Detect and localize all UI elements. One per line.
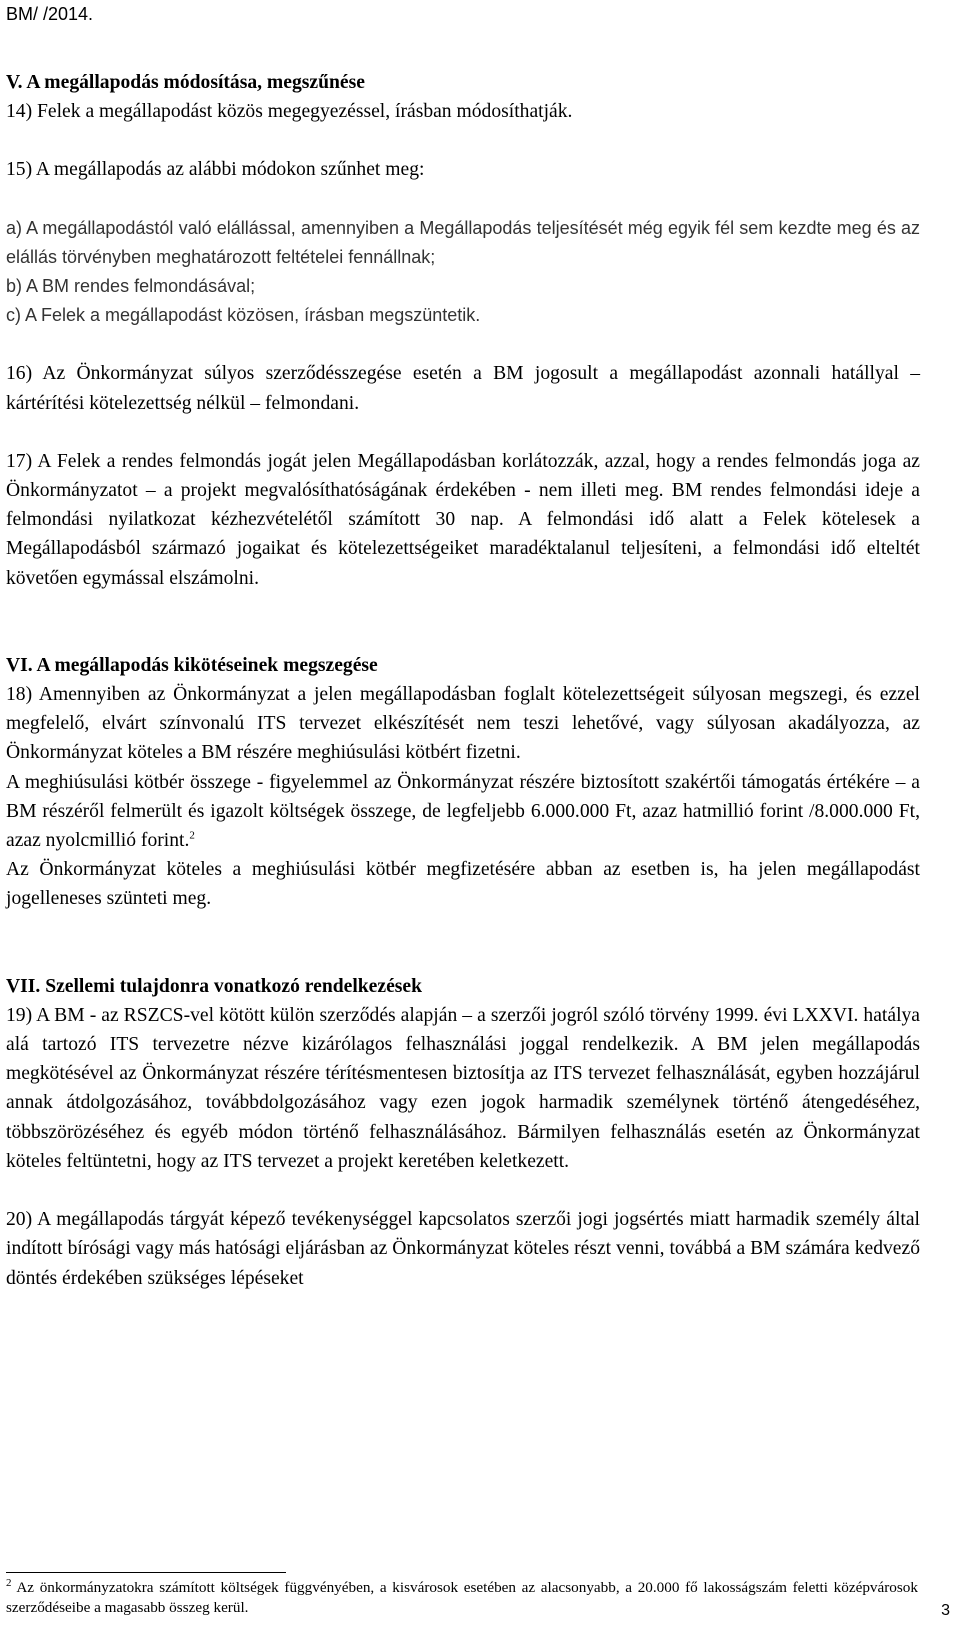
footnote-text: Az önkormányzatokra számított költségek függvényében, a kisvárosok esetében az alacsonyabb, a 20.000 fő lakosságszám feletti középvárosok szerződéseibe a magasabb összeg kerül. [6,1579,918,1616]
section-vii-heading: VII. Szellemi tulajdonra vonatkozó rendelkezések [6,975,422,997]
section-v-heading: V. A megállapodás módosítása, megszűnése [6,72,365,93]
document-body [6,68,920,1293]
paragraph-16: 16) Az Önkormányzat súlyos szerződésszegése esetén a BM jogosult a megállapodást azonnali hatállyal – kártérítési kötelezettség nélkül – felmondani. [6,363,920,414]
page-number: 3 [941,1602,950,1619]
list-item-15b: b) A BM rendes felmondásával; [6,276,256,297]
list-item-15c: c) A Felek a megállapodást közösen, írásban megszüntetik. [6,305,481,326]
document-header: BM/ /2014. [6,4,94,24]
paragraph-18-obligation: Az Önkormányzat köteles a meghiúsulási kötbér megfizetésére abban az esetben is, ha jelen megállapodást jogelleneses szünteti meg. [6,859,920,910]
footnote [6,1578,918,1618]
paragraph-14: 14) Felek a megállapodást közös megegyezéssel, írásban módosíthatják. [6,101,573,123]
paragraph-17: 17) A Felek a rendes felmondás jogát jelen Megállapodásban korlátozzák, azzal, hogy a rendes felmondás joga az Önkormányzatot – a projekt megvalósíthatóságának érdekében - nem illeti meg. BM rendes felmondási ideje a felmondási nyilatkozat kézhezvételétől számított 30 nap. A felmondási idő alatt a Felek kötelesek a Megállapodásból származó jogaikat és kötelezettségeiket maradéktalanul teljesíteni, a felmondási idő elteltét követően egymással elszámolni. [6,450,920,589]
footnote-separator [6,1572,286,1573]
section-vi-heading: VI. A megállapodás kikötéseinek megszegése [6,654,378,676]
paragraph-18-penalty [6,768,920,856]
paragraph-18-penalty-text: A meghiúsulási kötbér összege - figyelemmel az Önkormányzat részére biztosított szakértői támogatás értékére – a BM részéről felmerült és igazolt költségek összege, de legfeljebb 6.000.000 Ft, azaz hatmillió forint /8.000.000 Ft, azaz nyolcmillió forint. [6,771,920,852]
paragraph-20: 20) A megállapodás tárgyát képező tevékenységgel kapcsolatos szerzői jogi jogsértés miatt harmadik személy által indított bírósági vagy más hatósági eljárásban az Önkormányzat köteles részt venni, továbbá a BM számára kedvező döntés érdekében szükséges lépéseket [6,1209,920,1289]
paragraph-18: 18) Amennyiben az Önkormányzat a jelen megállapodásban foglalt kötelezettségeit súlyosan megszegi, és ezzel megfelelő, elvárt színvonalú ITS tervezet elkészítését nem teszi lehetővé, vagy súlyosan akadályozza, az Önkormányzat köteles a BM részére meghiúsulási kötbért fizetni. [6,684,920,764]
list-item-15a: a) A megállapodástól való elállással, amennyiben a Megállapodás teljesítését még egyik fél sem kezdte meg és az elállás törvényben meghatározott feltételei fennállnak; [6,217,920,267]
paragraph-19: 19) A BM - az RSZCS-vel kötött külön szerződés alapján – a szerzői jogról szóló törvény 1999. évi LXXVI. hatálya alá tartozó ITS tervezetre nézve kizárólagos felhasználási joggal rendelkezik. A BM jelen megállapodás megkötésével az Önkormányzat részére térítésmentesen biztosítja az ITS tervezet felhasználását, egyben hozzájárul annak átdolgozásához, továbbdolgozásához vagy ezen jogok harmadik személynek történő átengedéséhez, többszörözéséhez és egyéb módon történő felhasználásához. Bármilyen felhasználás esetén az Önkormányzat köteles feltüntetni, hogy az ITS tervezet a projekt keretében keletkezett. [6,1004,920,1172]
footnote-reference[interactable]: 2 [189,829,195,842]
paragraph-15: 15) A megállapodás az alábbi módokon szűnhet meg: [6,159,425,181]
footnote-mark: 2 [6,1576,12,1589]
